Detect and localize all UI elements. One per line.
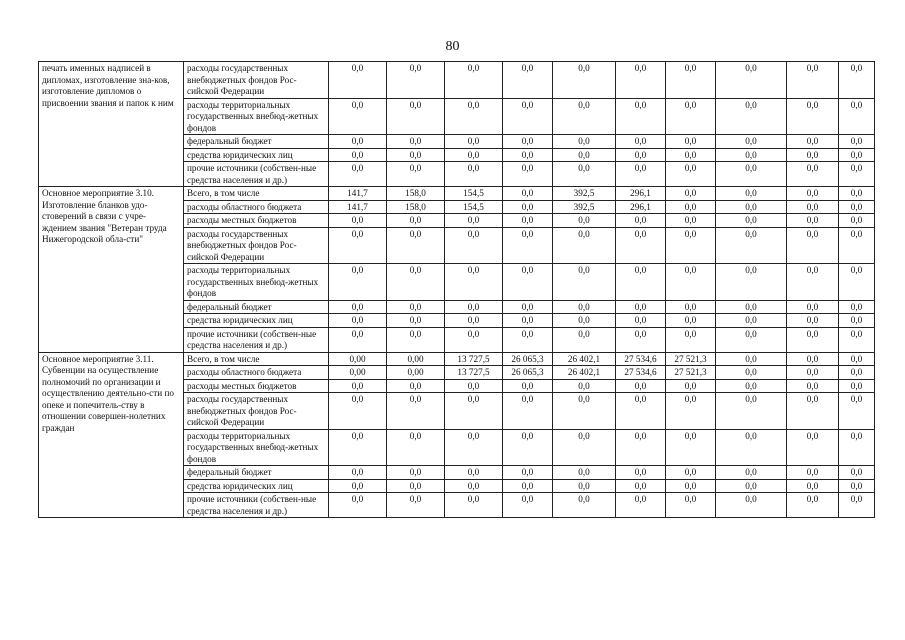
amount-cell: 0,0 (387, 466, 445, 480)
amount-cell: 0,0 (387, 162, 445, 187)
amount-cell: 0,0 (616, 429, 666, 466)
amount-cell: 13 727,5 (445, 366, 503, 380)
amount-cell: 0,0 (839, 187, 875, 201)
amount-cell: 0,0 (716, 493, 787, 518)
amount-cell: 0,0 (839, 366, 875, 380)
amount-cell: 0,0 (445, 466, 503, 480)
amount-cell: 0,0 (329, 429, 387, 466)
amount-cell: 141,7 (329, 200, 387, 214)
amount-cell: 0,0 (787, 62, 839, 99)
amount-cell: 0,0 (503, 429, 553, 466)
amount-cell: 158,0 (387, 187, 445, 201)
amount-cell: 0,0 (553, 314, 616, 328)
amount-cell: 0,0 (553, 379, 616, 393)
amount-cell: 0,0 (503, 98, 553, 135)
amount-cell: 0,0 (716, 352, 787, 366)
amount-cell: 0,0 (716, 148, 787, 162)
amount-cell: 0,0 (666, 148, 716, 162)
amount-cell: 0,0 (666, 429, 716, 466)
amount-cell: 0,00 (329, 352, 387, 366)
amount-cell: 0,0 (329, 148, 387, 162)
amount-cell: 0,0 (616, 98, 666, 135)
amount-cell: 0,0 (839, 429, 875, 466)
amount-cell: 0,0 (329, 62, 387, 99)
amount-cell: 0,0 (503, 187, 553, 201)
amount-cell: 0,0 (666, 479, 716, 493)
funding-source-cell: средства юридических лиц (184, 148, 329, 162)
amount-cell: 0,0 (666, 314, 716, 328)
amount-cell: 0,0 (553, 227, 616, 264)
amount-cell: 0,0 (553, 62, 616, 99)
amount-cell: 0,0 (445, 493, 503, 518)
amount-cell: 0,0 (839, 98, 875, 135)
amount-cell: 0,0 (616, 135, 666, 149)
amount-cell: 0,0 (716, 214, 787, 228)
amount-cell: 0,0 (716, 393, 787, 430)
amount-cell: 0,0 (387, 135, 445, 149)
amount-cell: 0,0 (387, 148, 445, 162)
funding-source-cell: федеральный бюджет (184, 466, 329, 480)
amount-cell: 0,0 (616, 466, 666, 480)
amount-cell: 0,0 (839, 135, 875, 149)
amount-cell: 0,0 (787, 227, 839, 264)
amount-cell: 0,0 (445, 314, 503, 328)
funding-source-cell: прочие источники (собствен-ные средства населения и др.) (184, 327, 329, 352)
amount-cell: 26 065,3 (503, 352, 553, 366)
amount-cell: 0,0 (616, 479, 666, 493)
funding-source-cell: расходы территориальных государственных внебюд-жетных фондов (184, 264, 329, 301)
amount-cell: 0,0 (666, 466, 716, 480)
amount-cell: 0,0 (553, 162, 616, 187)
amount-cell: 0,0 (329, 493, 387, 518)
amount-cell: 0,0 (503, 393, 553, 430)
amount-cell: 0,0 (445, 162, 503, 187)
amount-cell: 0,0 (329, 214, 387, 228)
amount-cell: 0,0 (387, 98, 445, 135)
amount-cell: 0,0 (666, 200, 716, 214)
amount-cell: 0,0 (445, 479, 503, 493)
amount-cell: 0,0 (787, 379, 839, 393)
amount-cell: 27 534,6 (616, 366, 666, 380)
amount-cell: 0,0 (839, 227, 875, 264)
activity-cell: Основное мероприятие 3.11. Субвенции на осуществление полномочий по организации и осуществлению деятельно-сти по опеке и попечитель-ству в отношении совершен-нолетних граждан (39, 352, 184, 518)
amount-cell: 0,0 (666, 264, 716, 301)
amount-cell: 0,0 (503, 493, 553, 518)
amount-cell: 0,0 (716, 187, 787, 201)
amount-cell: 0,0 (445, 379, 503, 393)
amount-cell: 0,0 (787, 162, 839, 187)
amount-cell: 0,0 (787, 429, 839, 466)
amount-cell: 0,0 (329, 314, 387, 328)
amount-cell: 0,0 (445, 227, 503, 264)
amount-cell: 0,0 (716, 327, 787, 352)
amount-cell: 0,00 (387, 366, 445, 380)
amount-cell: 0,0 (445, 214, 503, 228)
amount-cell: 0,0 (666, 162, 716, 187)
funding-source-cell: Всего, в том числе (184, 187, 329, 201)
amount-cell: 0,0 (553, 466, 616, 480)
amount-cell: 0,0 (445, 393, 503, 430)
amount-cell: 0,0 (716, 62, 787, 99)
amount-cell: 0,0 (387, 214, 445, 228)
amount-cell: 0,0 (787, 493, 839, 518)
amount-cell: 0,0 (553, 393, 616, 430)
amount-cell: 0,0 (503, 227, 553, 264)
amount-cell: 0,0 (787, 479, 839, 493)
table-row (39, 187, 875, 201)
amount-cell: 0,0 (387, 227, 445, 264)
amount-cell: 0,0 (787, 187, 839, 201)
amount-cell: 392,5 (553, 187, 616, 201)
amount-cell: 0,0 (666, 187, 716, 201)
amount-cell: 0,0 (839, 300, 875, 314)
amount-cell: 0,0 (553, 135, 616, 149)
amount-cell: 0,0 (445, 429, 503, 466)
amount-cell: 0,0 (839, 327, 875, 352)
funding-source-cell: расходы государственных внебюджетных фондов Рос-сийской Федерации (184, 393, 329, 430)
amount-cell: 0,0 (839, 379, 875, 393)
amount-cell: 296,1 (616, 200, 666, 214)
amount-cell: 0,0 (445, 135, 503, 149)
amount-cell: 0,0 (787, 366, 839, 380)
amount-cell: 0,0 (553, 327, 616, 352)
amount-cell: 0,0 (839, 493, 875, 518)
amount-cell: 0,0 (387, 327, 445, 352)
amount-cell: 26 065,3 (503, 366, 553, 380)
amount-cell: 0,0 (787, 148, 839, 162)
amount-cell: 0,0 (503, 379, 553, 393)
amount-cell: 392,5 (553, 200, 616, 214)
amount-cell: 0,0 (716, 264, 787, 301)
amount-cell: 154,5 (445, 187, 503, 201)
amount-cell: 0,0 (445, 264, 503, 301)
amount-cell: 296,1 (616, 187, 666, 201)
amount-cell: 158,0 (387, 200, 445, 214)
amount-cell: 0,00 (329, 366, 387, 380)
amount-cell: 13 727,5 (445, 352, 503, 366)
page-number: 80 (445, 39, 460, 54)
amount-cell: 0,0 (503, 314, 553, 328)
amount-cell: 0,0 (716, 429, 787, 466)
amount-cell: 0,0 (839, 314, 875, 328)
funding-source-cell: Всего, в том числе (184, 352, 329, 366)
funding-source-cell: прочие источники (собствен-ные средства населения и др.) (184, 162, 329, 187)
funding-source-cell: расходы территориальных государственных внебюд-жетных фондов (184, 98, 329, 135)
amount-cell: 0,0 (616, 148, 666, 162)
activity-cell: Основное мероприятие 3.10. Изготовление бланков удо-стоверений в связи с учре-ждением звания "Ветеран труда Нижегородской обла-сти" (39, 187, 184, 353)
funding-source-cell: расходы государственных внебюджетных фондов Рос-сийской Федерации (184, 227, 329, 264)
amount-cell: 0,0 (616, 227, 666, 264)
amount-cell: 0,0 (666, 327, 716, 352)
amount-cell: 0,0 (616, 300, 666, 314)
amount-cell: 0,0 (716, 135, 787, 149)
amount-cell: 27 521,3 (666, 366, 716, 380)
amount-cell: 0,0 (387, 393, 445, 430)
amount-cell: 0,0 (839, 200, 875, 214)
amount-cell: 0,0 (445, 98, 503, 135)
funding-source-cell: федеральный бюджет (184, 135, 329, 149)
amount-cell: 0,0 (666, 493, 716, 518)
amount-cell: 0,0 (716, 466, 787, 480)
amount-cell: 0,0 (666, 300, 716, 314)
amount-cell: 0,0 (716, 379, 787, 393)
amount-cell: 0,0 (503, 214, 553, 228)
amount-cell: 0,0 (787, 135, 839, 149)
funding-source-cell: прочие источники (собствен-ные средства населения и др.) (184, 493, 329, 518)
amount-cell: 0,0 (329, 264, 387, 301)
amount-cell: 0,0 (839, 162, 875, 187)
amount-cell: 0,0 (387, 493, 445, 518)
amount-cell: 0,0 (503, 62, 553, 99)
amount-cell: 0,0 (839, 479, 875, 493)
amount-cell: 0,0 (616, 493, 666, 518)
amount-cell: 0,0 (387, 479, 445, 493)
amount-cell: 0,0 (666, 135, 716, 149)
amount-cell: 27 521,3 (666, 352, 716, 366)
amount-cell: 0,0 (787, 214, 839, 228)
amount-cell: 0,0 (329, 135, 387, 149)
amount-cell: 0,0 (787, 314, 839, 328)
amount-cell: 0,0 (616, 327, 666, 352)
amount-cell: 0,0 (787, 264, 839, 301)
amount-cell: 0,0 (716, 200, 787, 214)
funding-source-cell: средства юридических лиц (184, 314, 329, 328)
funding-source-cell: расходы территориальных государственных внебюд-жетных фондов (184, 429, 329, 466)
amount-cell: 0,0 (329, 379, 387, 393)
amount-cell: 0,0 (387, 300, 445, 314)
amount-cell: 0,0 (716, 314, 787, 328)
amount-cell: 0,0 (329, 327, 387, 352)
amount-cell: 0,0 (716, 300, 787, 314)
amount-cell: 0,0 (616, 379, 666, 393)
amount-cell: 0,0 (666, 98, 716, 135)
amount-cell: 0,0 (329, 466, 387, 480)
amount-cell: 0,0 (445, 148, 503, 162)
amount-cell: 0,0 (839, 393, 875, 430)
funding-source-cell: расходы областного бюджета (184, 366, 329, 380)
amount-cell: 0,0 (839, 214, 875, 228)
amount-cell: 0,0 (666, 379, 716, 393)
amount-cell: 0,0 (666, 62, 716, 99)
amount-cell: 0,0 (329, 98, 387, 135)
funding-source-cell: федеральный бюджет (184, 300, 329, 314)
table-row (39, 62, 875, 99)
amount-cell: 0,0 (387, 314, 445, 328)
amount-cell: 0,0 (716, 227, 787, 264)
amount-cell: 0,0 (553, 264, 616, 301)
budget-table (38, 61, 875, 518)
amount-cell: 0,0 (787, 466, 839, 480)
amount-cell: 0,0 (839, 264, 875, 301)
amount-cell: 141,7 (329, 187, 387, 201)
amount-cell: 0,0 (839, 466, 875, 480)
amount-cell: 0,0 (387, 379, 445, 393)
amount-cell: 0,0 (503, 327, 553, 352)
amount-cell: 0,0 (387, 264, 445, 301)
amount-cell: 26 402,1 (553, 366, 616, 380)
amount-cell: 0,0 (787, 393, 839, 430)
amount-cell: 0,0 (666, 393, 716, 430)
funding-source-cell: средства юридических лиц (184, 479, 329, 493)
amount-cell: 0,0 (503, 135, 553, 149)
amount-cell: 0,0 (616, 62, 666, 99)
amount-cell: 0,0 (329, 162, 387, 187)
amount-cell: 0,0 (616, 314, 666, 328)
amount-cell: 0,0 (616, 393, 666, 430)
amount-cell: 26 402,1 (553, 352, 616, 366)
amount-cell: 0,0 (503, 264, 553, 301)
amount-cell: 0,0 (503, 148, 553, 162)
activity-cell: печать именных надписей в дипломах, изготовление зна-ков, изготовление дипломов о присвоении звания и папок к ним (39, 62, 184, 187)
amount-cell: 0,0 (553, 98, 616, 135)
amount-cell: 0,0 (553, 429, 616, 466)
amount-cell: 0,0 (839, 148, 875, 162)
amount-cell: 0,0 (503, 162, 553, 187)
amount-cell: 27 534,6 (616, 352, 666, 366)
amount-cell: 0,0 (787, 327, 839, 352)
funding-source-cell: расходы государственных внебюджетных фондов Рос-сийской Федерации (184, 62, 329, 99)
table-row (39, 352, 875, 366)
amount-cell: 0,0 (445, 62, 503, 99)
funding-source-cell: расходы местных бюджетов (184, 214, 329, 228)
amount-cell: 0,0 (329, 393, 387, 430)
amount-cell: 0,0 (716, 479, 787, 493)
amount-cell: 0,0 (503, 200, 553, 214)
amount-cell: 0,0 (839, 352, 875, 366)
amount-cell: 0,0 (553, 479, 616, 493)
amount-cell: 0,0 (445, 300, 503, 314)
amount-cell: 0,0 (503, 300, 553, 314)
amount-cell: 0,0 (666, 214, 716, 228)
amount-cell: 0,0 (839, 62, 875, 99)
amount-cell: 0,0 (387, 429, 445, 466)
amount-cell: 0,0 (553, 148, 616, 162)
amount-cell: 0,0 (716, 98, 787, 135)
amount-cell: 154,5 (445, 200, 503, 214)
amount-cell: 0,0 (553, 493, 616, 518)
amount-cell: 0,0 (329, 300, 387, 314)
amount-cell: 0,00 (387, 352, 445, 366)
amount-cell: 0,0 (787, 300, 839, 314)
funding-source-cell: расходы областного бюджета (184, 200, 329, 214)
amount-cell: 0,0 (503, 479, 553, 493)
amount-cell: 0,0 (387, 62, 445, 99)
amount-cell: 0,0 (787, 200, 839, 214)
amount-cell: 0,0 (503, 466, 553, 480)
amount-cell: 0,0 (716, 162, 787, 187)
amount-cell: 0,0 (616, 162, 666, 187)
amount-cell: 0,0 (553, 300, 616, 314)
amount-cell: 0,0 (329, 227, 387, 264)
amount-cell: 0,0 (716, 366, 787, 380)
amount-cell: 0,0 (616, 214, 666, 228)
amount-cell: 0,0 (553, 214, 616, 228)
amount-cell: 0,0 (616, 264, 666, 301)
amount-cell: 0,0 (787, 98, 839, 135)
amount-cell: 0,0 (329, 479, 387, 493)
amount-cell: 0,0 (787, 352, 839, 366)
amount-cell: 0,0 (666, 227, 716, 264)
funding-source-cell: расходы местных бюджетов (184, 379, 329, 393)
amount-cell: 0,0 (445, 327, 503, 352)
